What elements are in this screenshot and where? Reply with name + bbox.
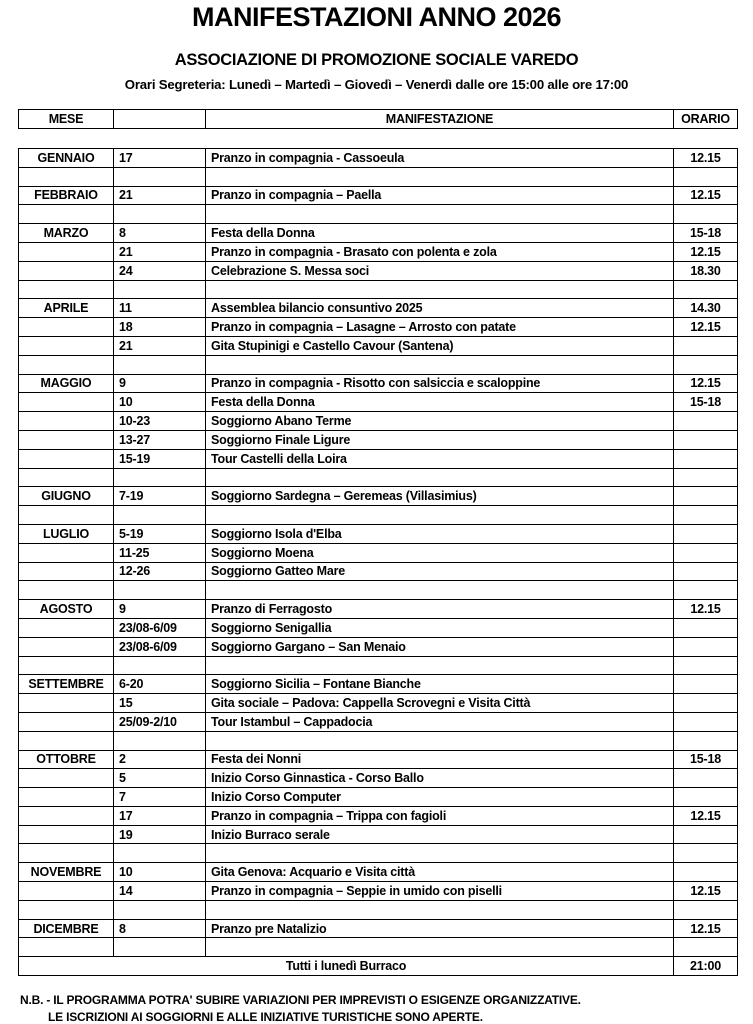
- event-row: [19, 825, 738, 844]
- column-header-row: [19, 110, 738, 129]
- cell-event: Soggiorno Gargano – San Menaio: [206, 637, 674, 656]
- cell-mese: [19, 205, 114, 224]
- events-table: [18, 148, 738, 976]
- event-row: [19, 882, 738, 901]
- event-row: [19, 524, 738, 543]
- cell-mese: [19, 318, 114, 337]
- cell-orario: 12.15: [674, 919, 738, 938]
- cell-event: [206, 167, 674, 186]
- cell-event: Soggiorno Moena: [206, 543, 674, 562]
- cell-event: Assemblea bilancio consuntivo 2025: [206, 299, 674, 318]
- header-manifestazione: MANIFESTAZIONE: [206, 110, 674, 129]
- cell-orario: [674, 769, 738, 788]
- spacer-row: [19, 938, 738, 957]
- association-subtitle: ASSOCIAZIONE DI PROMOZIONE SOCIALE VAREDO: [174, 51, 579, 69]
- cell-event: Inizio Corso Computer: [206, 788, 674, 807]
- cell-day: 17: [114, 806, 206, 825]
- cell-event: [206, 355, 674, 374]
- cell-day: 2: [114, 750, 206, 769]
- cell-day: 11-25: [114, 543, 206, 562]
- cell-orario: [674, 506, 738, 525]
- cell-event: Pranzo in compagnia – Seppie in umido con piselli: [206, 882, 674, 901]
- cell-day: 21: [114, 186, 206, 205]
- event-row: [19, 430, 738, 449]
- spacer-row: [19, 506, 738, 525]
- cell-day: 7-19: [114, 487, 206, 506]
- event-row: [19, 675, 738, 694]
- cell-mese: [19, 900, 114, 919]
- cell-event: [206, 900, 674, 919]
- cell-event: [206, 656, 674, 675]
- cell-mese: [19, 618, 114, 637]
- cell-event: [206, 280, 674, 299]
- cell-event: Pranzo in compagnia - Cassoeula: [206, 149, 674, 168]
- footnote-line-1: N.B. - IL PROGRAMMA POTRA' SUBIRE VARIAZIONI PER IMPREVISTI O ESIGENZE ORGANIZZATIVE.: [20, 993, 581, 1007]
- event-row: [19, 261, 738, 280]
- cell-mese: NOVEMBRE: [19, 863, 114, 882]
- cell-mese: GIUGNO: [19, 487, 114, 506]
- cell-day: 24: [114, 261, 206, 280]
- spacer-row: [19, 581, 738, 600]
- spacer-row: [19, 844, 738, 863]
- events-table-footer: [19, 957, 738, 976]
- cell-mese: APRILE: [19, 299, 114, 318]
- event-row: [19, 487, 738, 506]
- cell-orario: 15-18: [674, 224, 738, 243]
- cell-orario: [674, 675, 738, 694]
- cell-day: 23/08-6/09: [114, 618, 206, 637]
- event-row: [19, 224, 738, 243]
- cell-orario: [674, 712, 738, 731]
- cell-mese: FEBBRAIO: [19, 186, 114, 205]
- cell-orario: [674, 487, 738, 506]
- cell-day: 13-27: [114, 430, 206, 449]
- cell-day: 19: [114, 825, 206, 844]
- event-row: [19, 336, 738, 355]
- cell-mese: DICEMBRE: [19, 919, 114, 938]
- cell-day: 9: [114, 600, 206, 619]
- cell-mese: [19, 242, 114, 261]
- cell-event: Pranzo pre Natalizio: [206, 919, 674, 938]
- cell-day: 8: [114, 224, 206, 243]
- cell-event: Tour Istambul – Cappadocia: [206, 712, 674, 731]
- cell-mese: GENNAIO: [19, 149, 114, 168]
- header-mese: MESE: [19, 110, 114, 129]
- cell-day: 11: [114, 299, 206, 318]
- spacer-row: [19, 167, 738, 186]
- cell-day: [114, 205, 206, 224]
- cell-event: Gita sociale – Padova: Cappella Scrovegni e Visita Città: [206, 694, 674, 713]
- cell-mese: MARZO: [19, 224, 114, 243]
- cell-event: Inizio Corso Ginnastica - Corso Ballo: [206, 769, 674, 788]
- footer-label: Tutti i lunedì Burraco: [19, 957, 674, 976]
- cell-mese: [19, 336, 114, 355]
- cell-event: Soggiorno Abano Terme: [206, 412, 674, 431]
- cell-event: Soggiorno Finale Ligure: [206, 430, 674, 449]
- footnotes: [20, 992, 740, 1024]
- cell-event: Soggiorno Sardegna – Geremeas (Villasimius): [206, 487, 674, 506]
- cell-orario: 14.30: [674, 299, 738, 318]
- event-row: [19, 806, 738, 825]
- event-row: [19, 712, 738, 731]
- cell-mese: [19, 844, 114, 863]
- cell-day: [114, 656, 206, 675]
- cell-mese: [19, 581, 114, 600]
- cell-mese: [19, 938, 114, 957]
- cell-mese: [19, 355, 114, 374]
- cell-orario: 12.15: [674, 242, 738, 261]
- cell-mese: SETTEMBRE: [19, 675, 114, 694]
- cell-mese: [19, 562, 114, 581]
- cell-orario: [674, 731, 738, 750]
- event-row: [19, 919, 738, 938]
- cell-mese: [19, 506, 114, 525]
- event-row: [19, 788, 738, 807]
- cell-orario: [674, 355, 738, 374]
- cell-orario: 15-18: [674, 750, 738, 769]
- event-row: [19, 318, 738, 337]
- cell-orario: [674, 562, 738, 581]
- cell-orario: [674, 430, 738, 449]
- cell-orario: [674, 167, 738, 186]
- cell-orario: [674, 543, 738, 562]
- cell-orario: [674, 788, 738, 807]
- cell-day: 7: [114, 788, 206, 807]
- cell-day: 21: [114, 336, 206, 355]
- cell-orario: [674, 280, 738, 299]
- cell-orario: [674, 412, 738, 431]
- event-row: [19, 562, 738, 581]
- cell-mese: LUGLIO: [19, 524, 114, 543]
- cell-orario: [674, 581, 738, 600]
- cell-mese: [19, 712, 114, 731]
- event-row: [19, 412, 738, 431]
- header-orario: ORARIO: [674, 110, 738, 129]
- cell-mese: [19, 637, 114, 656]
- event-row: [19, 186, 738, 205]
- cell-mese: [19, 788, 114, 807]
- spacer-row: [19, 731, 738, 750]
- event-row: [19, 149, 738, 168]
- cell-event: Soggiorno Senigallia: [206, 618, 674, 637]
- cell-orario: [674, 637, 738, 656]
- footnote-line-2: LE ISCRIZIONI AI SOGGIORNI E ALLE INIZIATIVE TURISTICHE SONO APERTE.: [48, 1010, 483, 1024]
- cell-event: Soggiorno Isola d'Elba: [206, 524, 674, 543]
- cell-day: 17: [114, 149, 206, 168]
- spacer-row: [19, 355, 738, 374]
- header-day: [114, 110, 206, 129]
- event-row: [19, 242, 738, 261]
- cell-mese: [19, 468, 114, 487]
- cell-event: Festa della Donna: [206, 393, 674, 412]
- cell-day: 6-20: [114, 675, 206, 694]
- cell-day: 15-19: [114, 449, 206, 468]
- cell-day: 8: [114, 919, 206, 938]
- cell-event: Pranzo in compagnia - Risotto con salsiccia e scaloppine: [206, 374, 674, 393]
- cell-event: [206, 468, 674, 487]
- cell-mese: [19, 280, 114, 299]
- cell-mese: MAGGIO: [19, 374, 114, 393]
- cell-day: 15: [114, 694, 206, 713]
- spacer-row: [19, 900, 738, 919]
- cell-orario: [674, 336, 738, 355]
- cell-event: Tour Castelli della Loira: [206, 449, 674, 468]
- cell-mese: [19, 393, 114, 412]
- event-row: [19, 694, 738, 713]
- cell-mese: [19, 825, 114, 844]
- event-row: [19, 863, 738, 882]
- spacer-row: [19, 656, 738, 675]
- cell-event: Soggiorno Gatteo Mare: [206, 562, 674, 581]
- cell-event: [206, 205, 674, 224]
- cell-mese: [19, 882, 114, 901]
- cell-orario: [674, 825, 738, 844]
- cell-orario: 12.15: [674, 186, 738, 205]
- event-row: [19, 600, 738, 619]
- cell-mese: [19, 543, 114, 562]
- cell-orario: [674, 656, 738, 675]
- cell-day: 10-23: [114, 412, 206, 431]
- cell-day: [114, 938, 206, 957]
- cell-day: [114, 900, 206, 919]
- cell-orario: [674, 863, 738, 882]
- cell-orario: [674, 844, 738, 863]
- cell-event: Gita Stupinigi e Castello Cavour (Santena): [206, 336, 674, 355]
- cell-day: [114, 280, 206, 299]
- cell-day: 10: [114, 393, 206, 412]
- cell-day: 21: [114, 242, 206, 261]
- event-row: [19, 449, 738, 468]
- cell-mese: [19, 261, 114, 280]
- cell-day: 10: [114, 863, 206, 882]
- events-table-body: [19, 149, 738, 957]
- cell-day: [114, 844, 206, 863]
- cell-event: Soggiorno Sicilia – Fontane Bianche: [206, 675, 674, 694]
- event-row: [19, 769, 738, 788]
- cell-mese: [19, 656, 114, 675]
- cell-orario: [674, 205, 738, 224]
- cell-event: Pranzo in compagnia – Trippa con fagioli: [206, 806, 674, 825]
- event-row: [19, 637, 738, 656]
- cell-event: [206, 581, 674, 600]
- cell-orario: [674, 618, 738, 637]
- cell-day: 14: [114, 882, 206, 901]
- cell-orario: [674, 468, 738, 487]
- cell-orario: [674, 938, 738, 957]
- cell-day: 9: [114, 374, 206, 393]
- cell-day: [114, 731, 206, 750]
- cell-event: Pranzo di Ferragosto: [206, 600, 674, 619]
- cell-orario: [674, 900, 738, 919]
- cell-orario: [674, 524, 738, 543]
- cell-day: [114, 581, 206, 600]
- cell-event: [206, 938, 674, 957]
- cell-orario: 18.30: [674, 261, 738, 280]
- cell-event: [206, 844, 674, 863]
- secretariat-hours: Orari Segreteria: Lunedì – Martedì – Giovedì – Venerdì dalle ore 15:00 alle ore 17:00: [124, 77, 629, 92]
- cell-event: Festa della Donna: [206, 224, 674, 243]
- event-row: [19, 374, 738, 393]
- cell-day: [114, 468, 206, 487]
- cell-day: 23/08-6/09: [114, 637, 206, 656]
- cell-mese: AGOSTO: [19, 600, 114, 619]
- cell-day: 5: [114, 769, 206, 788]
- cell-day: [114, 167, 206, 186]
- cell-mese: OTTOBRE: [19, 750, 114, 769]
- cell-event: Pranzo in compagnia – Lasagne – Arrosto con patate: [206, 318, 674, 337]
- cell-mese: [19, 167, 114, 186]
- spacer-row: [19, 205, 738, 224]
- cell-event: [206, 731, 674, 750]
- cell-orario: 12.15: [674, 149, 738, 168]
- cell-event: Gita Genova: Acquario e Visita città: [206, 863, 674, 882]
- cell-day: 12-26: [114, 562, 206, 581]
- column-header-table: [18, 109, 738, 129]
- cell-orario: 12.15: [674, 374, 738, 393]
- cell-orario: 12.15: [674, 806, 738, 825]
- cell-event: Festa dei Nonni: [206, 750, 674, 769]
- cell-mese: [19, 731, 114, 750]
- event-row: [19, 618, 738, 637]
- cell-mese: [19, 806, 114, 825]
- cell-day: 25/09-2/10: [114, 712, 206, 731]
- cell-mese: [19, 449, 114, 468]
- event-row: [19, 750, 738, 769]
- cell-event: Pranzo in compagnia – Paella: [206, 186, 674, 205]
- cell-day: 18: [114, 318, 206, 337]
- cell-event: Celebrazione S. Messa soci: [206, 261, 674, 280]
- spacer-row: [19, 280, 738, 299]
- cell-event: Pranzo in compagnia - Brasato con polenta e zola: [206, 242, 674, 261]
- cell-mese: [19, 430, 114, 449]
- cell-event: [206, 506, 674, 525]
- cell-mese: [19, 769, 114, 788]
- cell-day: 5-19: [114, 524, 206, 543]
- cell-mese: [19, 694, 114, 713]
- cell-mese: [19, 412, 114, 431]
- cell-event: Inizio Burraco serale: [206, 825, 674, 844]
- cell-orario: 12.15: [674, 318, 738, 337]
- cell-orario: 15-18: [674, 393, 738, 412]
- event-row: [19, 393, 738, 412]
- cell-orario: 12.15: [674, 600, 738, 619]
- page-title: MANIFESTAZIONI ANNO 2026: [191, 2, 562, 32]
- cell-day: [114, 355, 206, 374]
- footer-row: [19, 957, 738, 976]
- spacer-row: [19, 468, 738, 487]
- event-row: [19, 299, 738, 318]
- cell-day: [114, 506, 206, 525]
- cell-orario: 12.15: [674, 882, 738, 901]
- cell-orario: [674, 694, 738, 713]
- event-row: [19, 543, 738, 562]
- footer-orario: 21:00: [674, 957, 738, 976]
- cell-orario: [674, 449, 738, 468]
